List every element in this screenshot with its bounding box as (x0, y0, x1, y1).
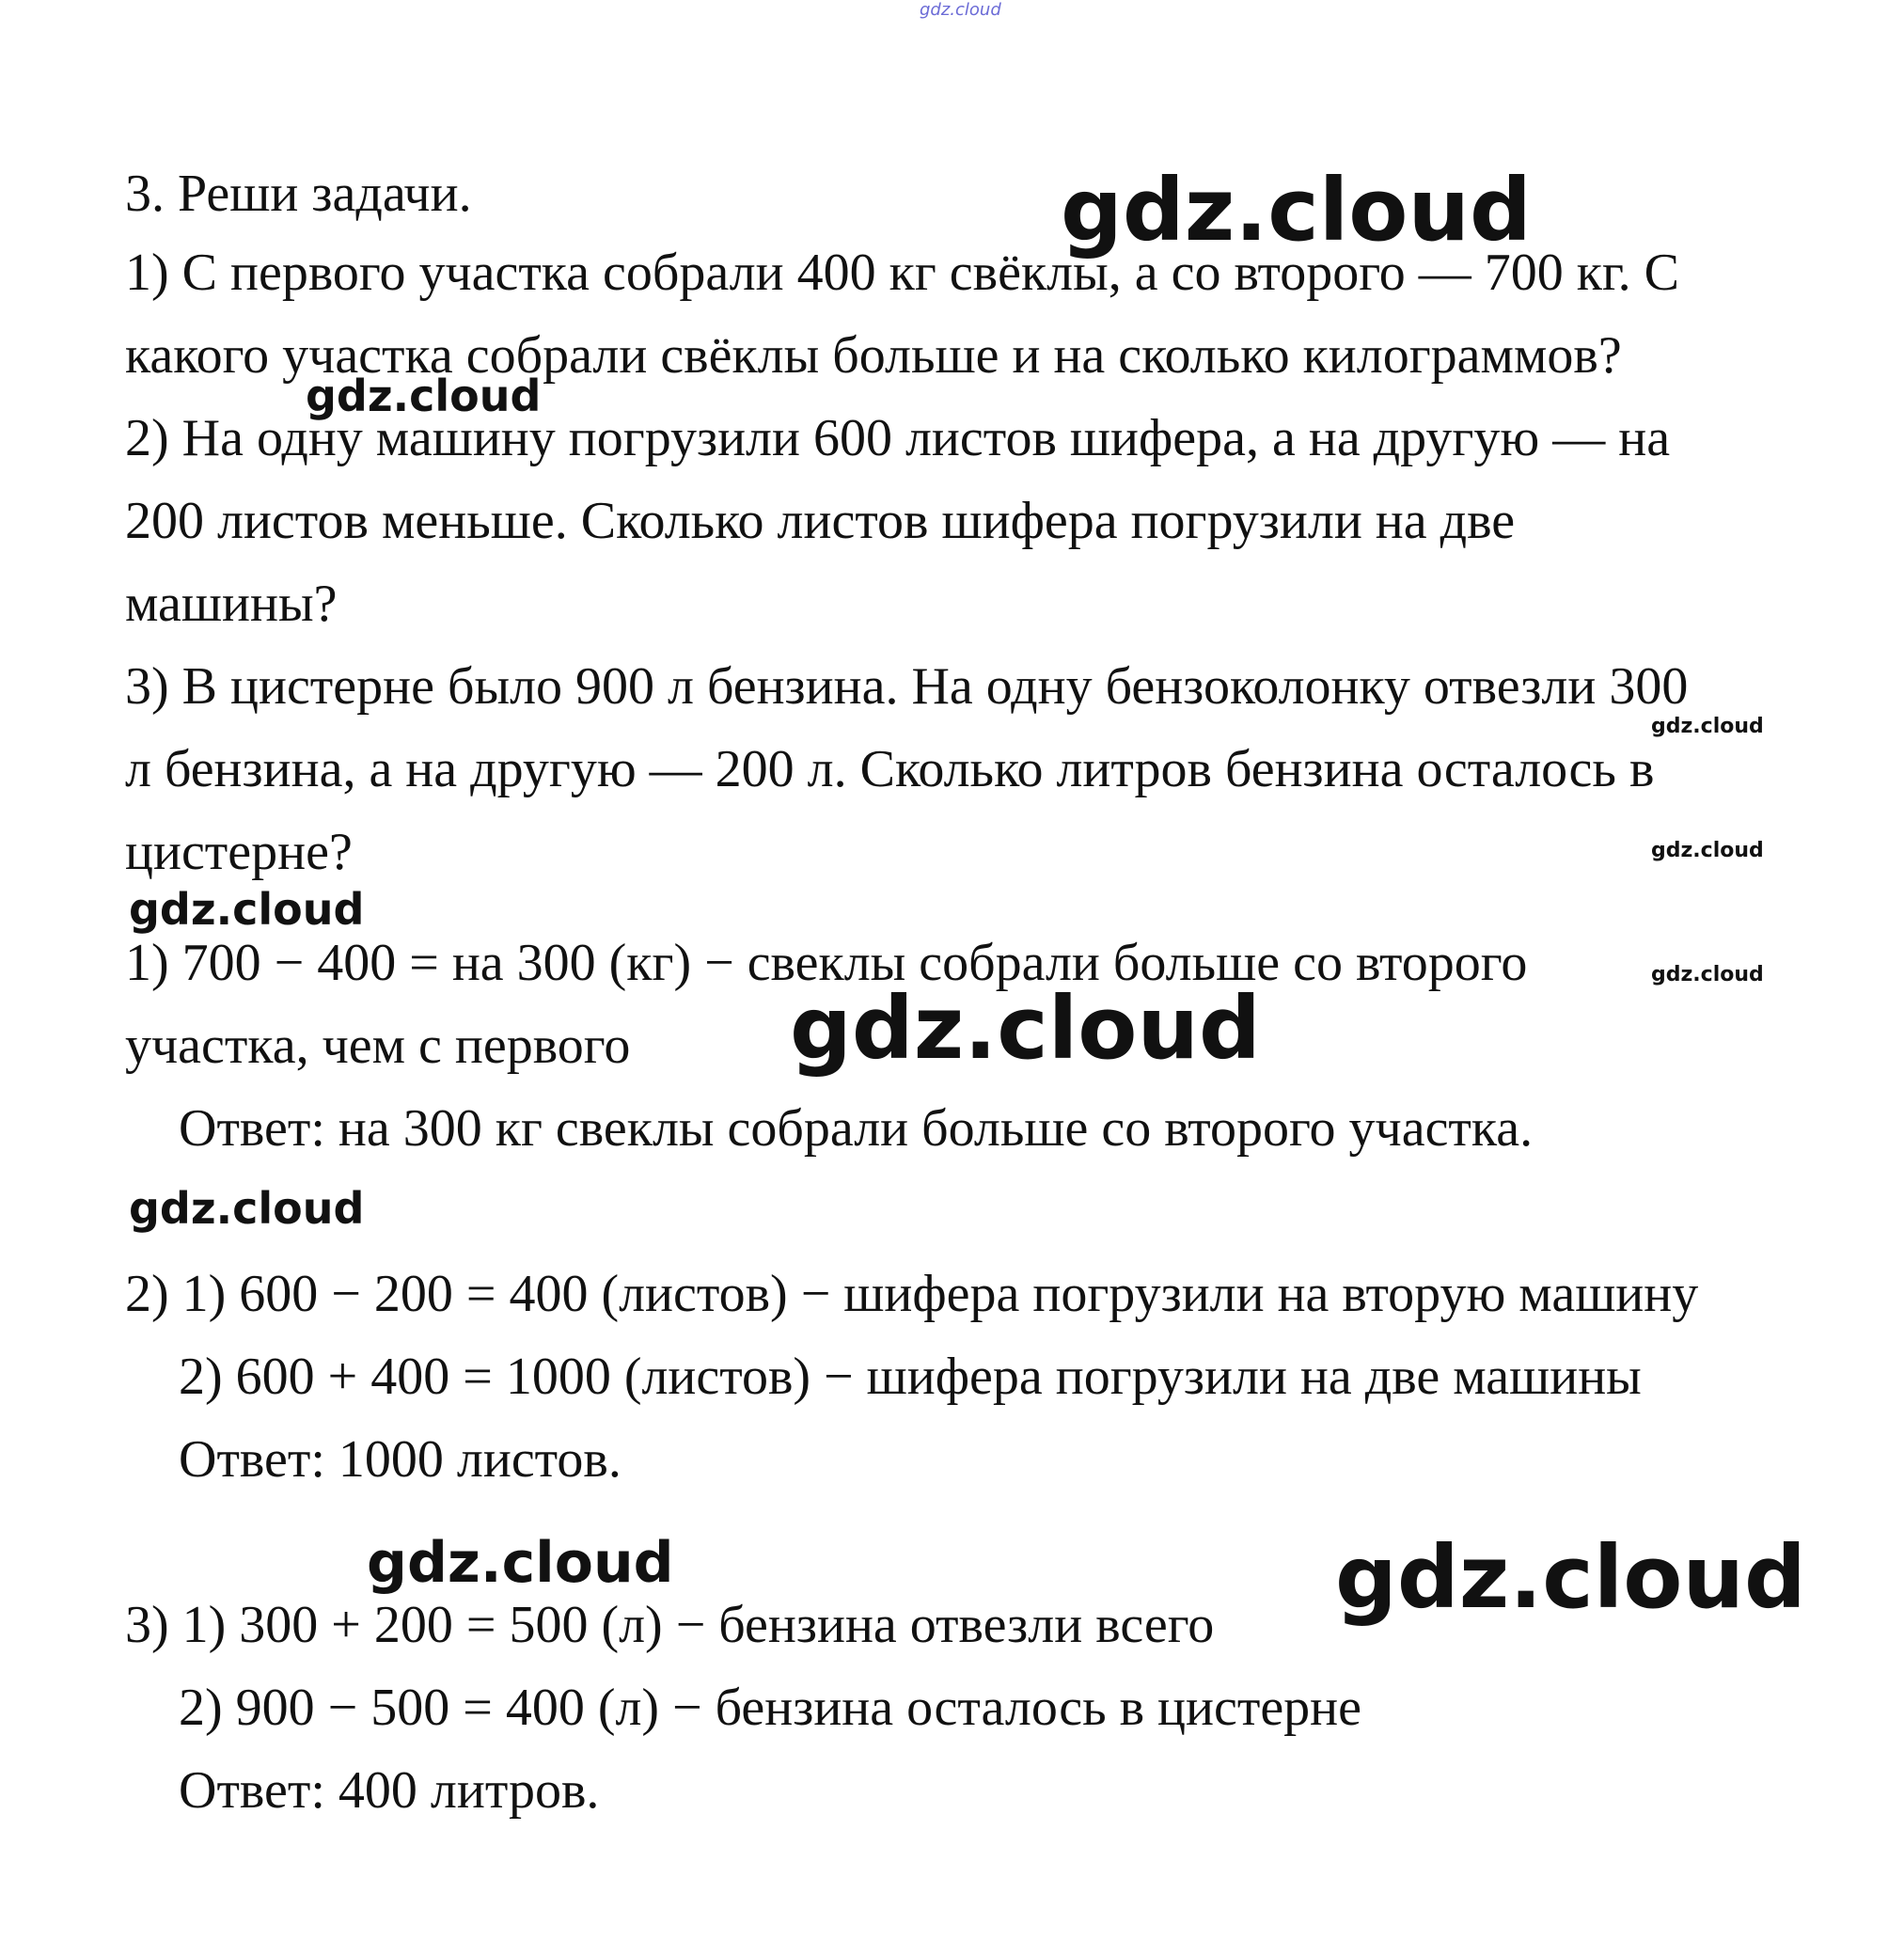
solution-2-step-2: 2) 600 + 400 = 1000 (листов) − шифера погрузили на две машины (179, 1348, 1642, 1406)
solution-1-line-2: участка, чем с первого (125, 1017, 631, 1075)
watermark-medium-2: gdz.cloud (129, 884, 365, 935)
solution-3-step-1: 3) 1) 300 + 200 = 500 (л) − бензина отвезли всего (125, 1596, 1215, 1654)
watermark-small-1: gdz.cloud (1651, 715, 1764, 738)
problem-3-line-3: цистерне? (125, 823, 353, 881)
problem-3-line-2: л бензина, а на другую — 200 л. Сколько литров бензина осталось в (125, 740, 1655, 798)
problem-3-line-1: 3) В цистерне было 900 л бензина. На одну бензоколонку отвезли 300 (125, 657, 1689, 716)
watermark-medium-4: gdz.cloud (367, 1530, 674, 1596)
watermark-medium-3: gdz.cloud (129, 1183, 365, 1234)
watermark-small-3: gdz.cloud (1651, 963, 1764, 986)
watermark-large-2: gdz.cloud (790, 978, 1261, 1079)
problem-1-line-2: какого участка собрали свёклы больше и на сколько килограммов? (125, 326, 1622, 385)
watermark-top: gdz.cloud (920, 0, 1001, 20)
solution-2-answer: Ответ: 1000 листов. (179, 1430, 622, 1489)
task-heading: 3. Реши задачи. (125, 165, 472, 223)
solution-1-line-1: 1) 700 − 400 = на 300 (кг) − свеклы собрали больше со второго (125, 934, 1528, 992)
problem-2-line-3: машины? (125, 575, 338, 633)
solution-2-step-1: 2) 1) 600 − 200 = 400 (листов) − шифера погрузили на вторую машину (125, 1265, 1699, 1323)
problem-1-line-1: 1) С первого участка собрали 400 кг свёклы, а со второго — 700 кг. С (125, 244, 1680, 302)
watermark-small-2: gdz.cloud (1651, 839, 1764, 862)
problem-2-line-2: 200 листов меньше. Сколько листов шифера погрузили на две (125, 492, 1516, 550)
watermark-large-1: gdz.cloud (1061, 160, 1532, 260)
watermark-medium-1: gdz.cloud (306, 371, 542, 421)
solution-1-answer: Ответ: на 300 кг свеклы собрали больше со второго участка. (179, 1099, 1534, 1158)
solution-3-answer: Ответ: 400 литров. (179, 1761, 600, 1820)
solution-3-step-2: 2) 900 − 500 = 400 (л) − бензина осталось в цистерне (179, 1679, 1362, 1737)
problem-2-line-1: 2) На одну машину погрузили 600 листов шифера, а на другую — на (125, 409, 1671, 467)
watermark-large-3: gdz.cloud (1335, 1527, 1806, 1628)
